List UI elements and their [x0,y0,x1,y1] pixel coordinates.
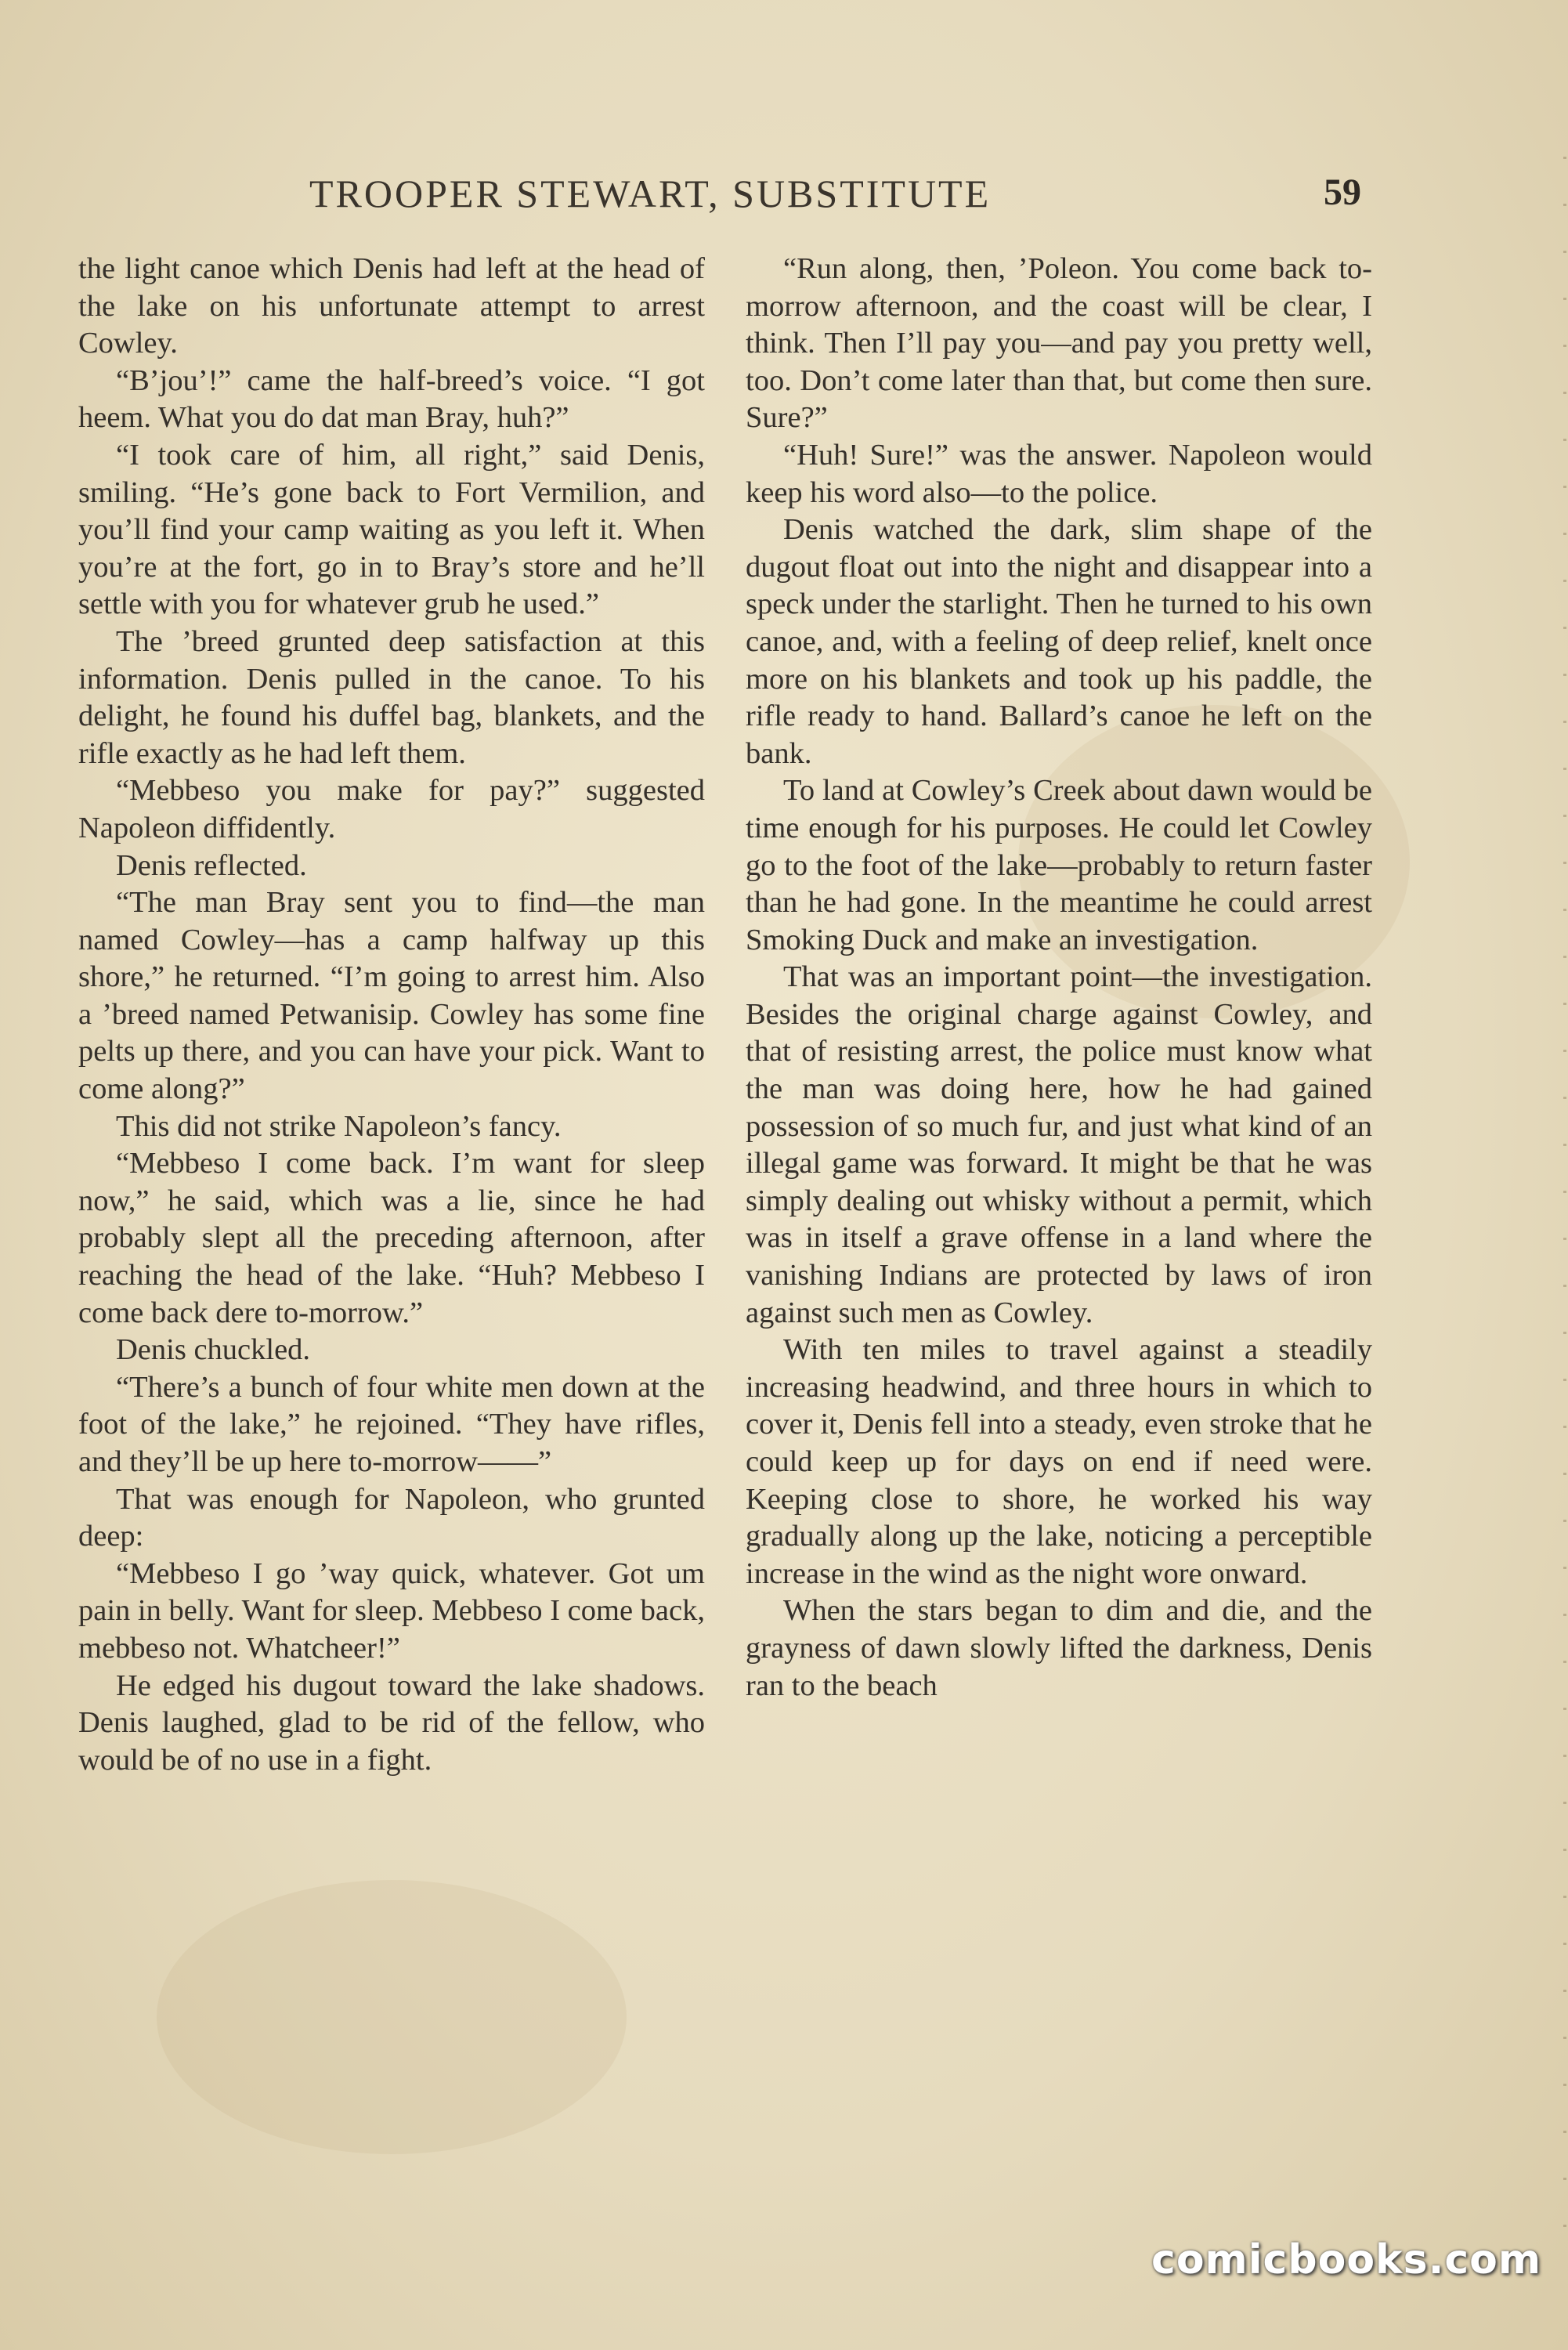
paragraph: “B’jou’!” came the half-breed’s voice. “I got heem. What you do dat man Bray, huh?” [78,363,705,435]
paragraph: The ’breed grunted deep satisfaction at this information. Denis pulled in the canoe. To his delight, he found his duffel bag, blankets, and the rifle exactly as he had left them. [78,624,705,770]
paragraph: the light canoe which Denis had left at the head of the lake on his unfortunate attempt to arrest Cowley. [78,252,705,360]
paragraph: “I took care of him, all right,” said Denis, smiling. “He’s gone back to Fort Vermilion, and you’ll find your camp waiting as you left it. When you’re at the fort, go in to Bray’s store and he’ll settle with you for whatever grub he used.” [78,438,705,621]
paragraph: When the stars began to dim and die, and the grayness of dawn slowly lifted the darkness, Denis ran to the beach [746,1594,1372,1702]
watermark-logo: comicbooks.com [1151,2236,1542,2283]
paragraph: “There’s a bunch of four white men down at the foot of the lake,” he rejoined. “They have rifles, and they’ll be up here to-morrow——” [78,1370,705,1478]
paragraph: To land at Cowley’s Creek about dawn would be time enough for his purposes. He could let Cowley go to the foot of the lake—probably to return faster than he had gone. In the meantime he could arrest Smoking Duck and make an investigation. [746,774,1372,956]
paragraph: “Mebbeso I come back. I’m want for sleep now,” he said, which was a lie, since he had probably slept all the preceding afternoon, after reaching the head of the lake. “Huh? Mebbeso I come back dere to-morrow.” [78,1147,705,1329]
paragraph: “Mebbeso I go ’way quick, whatever. Got um pain in belly. Want for sleep. Mebbeso I come back, mebbeso not. Whatcheer!” [78,1556,705,1665]
left-column [78,251,705,1779]
page-edge [1563,157,1566,2272]
paper-stain [157,1880,627,2154]
paragraph: He edged his dugout toward the lake shadows. Denis laughed, glad to be rid of the fellow, who would be of no use in a fight. [78,1668,705,1777]
paragraph: “Mebbeso you make for pay?” suggested Napoleon diffidently. [78,774,705,844]
paragraph: “Huh! Sure!” was the answer. Napoleon would keep his word also—to the police. [746,438,1372,509]
paragraph: “Run along, then, ’Poleon. You come back to-morrow afternoon, and the coast will be clear, I think. Then I’ll pay you—and pay you pretty well, too. Don’t come later than that, but come then sure. Sure?” [746,252,1372,435]
paragraph: Denis watched the dark, slim shape of the dugout float out into the night and disappear into a speck under the starlight. Then he turned to his own canoe, and, with a feeling of deep relief, knelt once more on his blankets and took up his paddle, the rifle ready to hand. Ballard’s canoe he left on the bank. [746,513,1372,770]
right-column [746,251,1372,1705]
paragraph: Denis chuckled. [116,1333,311,1367]
running-title: TROOPER STEWART, SUBSTITUTE [309,172,992,215]
paragraph: Denis reflected. [116,848,307,882]
paragraph: That was an important point—the investigation. Besides the original charge against Cowley, and that of resisting arrest, the police must know what the man was doing here, how he had gained possession of so much fur, and just what kind of an illegal game was forward. It might be that he was simply dealing out whisky without a permit, which was in itself a grave offense in a land where the vanishing Indians are protected by laws of iron against such men as Cowley. [746,960,1372,1329]
paragraph: “The man Bray sent you to find—the man named Cowley—has a camp halfway up this shore,” he returned. “I’m going to arrest him. Also a ’breed named Petwanisip. Cowley has some fine pelts up there, and you can have your pick. Want to come along?” [78,886,705,1106]
paragraph: That was enough for Napoleon, who grunted deep: [78,1482,705,1553]
page-number: 59 [1324,172,1361,213]
paragraph: This did not strike Napoleon’s fancy. [116,1109,562,1143]
paragraph: With ten miles to travel against a steadily increasing headwind, and three hours in which to cover it, Denis fell into a steady, even stroke that he could keep up for days on end if need were. Keeping close to shore, he worked his way gradually along up the lake, noticing a perceptible increase in the wind as the night wore onward. [746,1333,1372,1590]
page-header [0,171,1568,226]
